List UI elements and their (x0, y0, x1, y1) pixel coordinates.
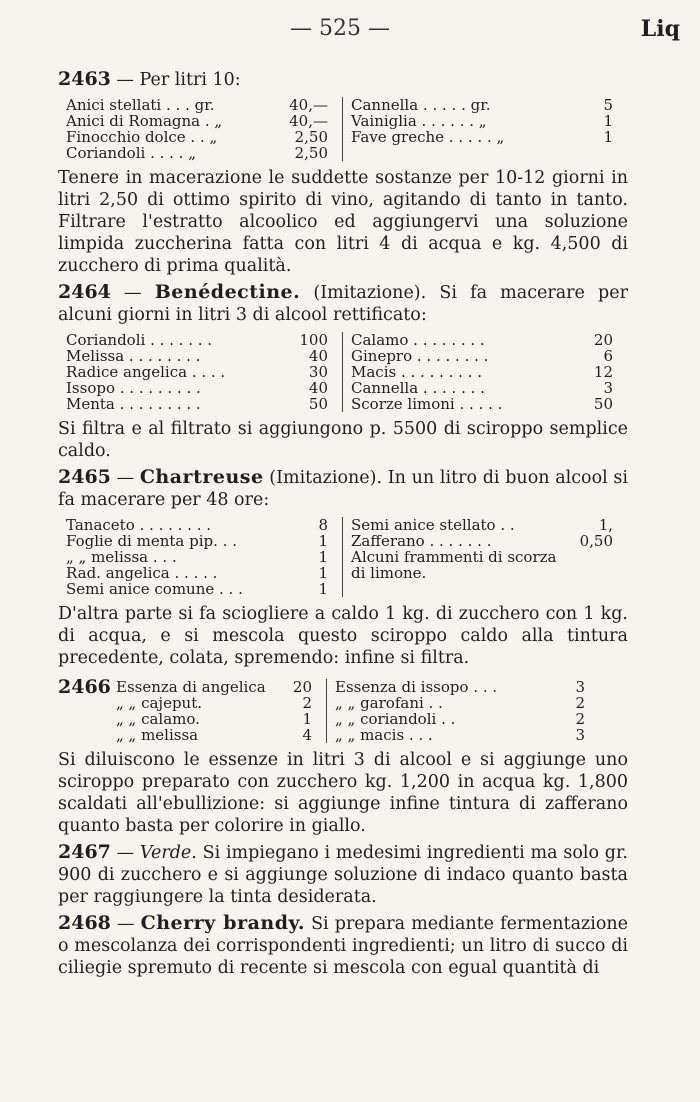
ingredient-quantity: 100 (299, 331, 328, 349)
ingredient-row (351, 517, 613, 533)
ingredient-quantity: 2 (575, 694, 585, 712)
ingredient-name: Alcuni frammenti di scorza (351, 549, 557, 565)
ingredient-row (351, 332, 613, 348)
ingredients-right-column (326, 679, 585, 743)
ingredient-name: Finocchio dolce . . „ (66, 129, 218, 145)
ingredient-name: Cannella . . . . . gr. (351, 97, 491, 113)
recipe-number: 2465 (58, 466, 111, 488)
ingredient-row (351, 97, 613, 113)
ingredients-left-column (66, 332, 328, 412)
recipe-2465-text: D'altra parte si fa sciogliere a caldo 1 kg. di zucchero con 1 kg. di acqua, e si mescola questo sciroppo caldo alla tintura precedente, colata, spremendo: infine si filtra. (58, 604, 628, 668)
ingredient-quantity: 20 (292, 678, 312, 696)
recipe-2467-text (58, 841, 628, 908)
recipe-body: Si prepara mediante fermentazione o mescolanza dei corrispondenti ingredienti; un litro di succo di ciliegie spremuto di recente si mescola con egual quantità di (58, 914, 628, 978)
ingredient-row (351, 348, 613, 364)
ingredient-name: Calamo . . . . . . . . (351, 332, 485, 348)
ingredient-quantity: 5 (603, 96, 613, 114)
recipe-title: — Verde. (110, 843, 197, 863)
ingredient-quantity: 40 (308, 379, 328, 397)
ingredient-quantity: 1 (603, 128, 613, 146)
recipe-title: Cherry brandy. (140, 912, 305, 934)
ingredient-name: Essenza di issopo . . . (335, 679, 498, 695)
ingredient-quantity: 50 (308, 395, 328, 413)
ingredient-name: Coriandoli . . . . „ (66, 145, 196, 161)
ingredient-quantity: 20 (593, 331, 613, 349)
ingredient-quantity: 8 (318, 516, 328, 534)
recipe-title: Benédectine. (154, 281, 301, 303)
ingredients-right-column (342, 97, 613, 161)
ingredient-quantity: 50 (593, 395, 613, 413)
ingredient-row (66, 517, 328, 533)
ingredient-row (335, 727, 585, 743)
recipe-2464-text: Si filtra e al filtrato si aggiungono p. 5500 di sciroppo semplice caldo. (58, 419, 628, 461)
ingredient-name: Menta . . . . . . . . . (66, 396, 201, 412)
ingredient-row (351, 364, 613, 380)
ingredient-quantity: 1 (318, 580, 328, 598)
ingredient-row (66, 145, 328, 161)
ingredient-row (351, 113, 613, 129)
ingredient-name: Semi anice stellato . . (351, 517, 515, 533)
ingredient-quantity (567, 565, 613, 581)
ingredient-name: Zafferano . . . . . . . (351, 533, 492, 549)
ingredient-name: Rad. angelica . . . . . (66, 565, 218, 581)
ingredient-quantity: 3 (603, 379, 613, 397)
ingredient-row (351, 380, 613, 396)
ingredient-quantity: 12 (593, 363, 613, 381)
recipe-title: Chartreuse (139, 466, 264, 488)
page-number: — 525 — (290, 16, 390, 41)
ingredient-quantity: 1 (318, 564, 328, 582)
ingredient-row (351, 129, 613, 145)
ingredient-row (66, 364, 328, 380)
recipe-2464-intro: 2464 — Benédectine. (Imitazione). Si fa macerare per alcuni giorni in litri 3 di alcool rettificato: (58, 281, 628, 325)
ingredient-name: Semi anice comune . . . (66, 581, 243, 597)
recipe-2465-intro: 2465 — Chartreuse (Imitazione). In un litro di buon alcool si fa macerare per 48 ore: (58, 466, 628, 510)
ingredient-quantity: 3 (575, 726, 585, 744)
recipe-number: 2464 (58, 281, 111, 303)
ingredient-row (335, 695, 585, 711)
ingredient-row (66, 332, 328, 348)
ingredient-quantity: 4 (302, 726, 312, 744)
ingredient-name: Coriandoli . . . . . . . (66, 332, 213, 348)
ingredient-quantity: 40,— (289, 112, 328, 130)
recipe-lead: — Per litri 10: (110, 70, 241, 90)
ingredient-row (351, 533, 613, 549)
ingredient-name: Tanaceto . . . . . . . . (66, 517, 212, 533)
ingredient-name: Essenza di angelica (116, 679, 266, 695)
ingredient-name: Fave greche . . . . . „ (351, 129, 505, 145)
ingredient-name: „ „ macis . . . (335, 727, 433, 743)
page-header (0, 16, 700, 46)
ingredient-row (116, 695, 312, 711)
ingredient-quantity: 6 (603, 347, 613, 365)
recipe-2463-heading (58, 68, 628, 91)
ingredients-table-2463 (66, 97, 628, 161)
ingredients-left-column (66, 517, 328, 597)
ingredient-row (335, 711, 585, 727)
ingredient-row (116, 711, 312, 727)
ingredient-quantity: 1 (302, 710, 312, 728)
ingredient-name: Issopo . . . . . . . . . (66, 380, 201, 396)
ingredient-name: Anici stellati . . . gr. (66, 97, 215, 113)
ingredient-quantity (567, 549, 613, 565)
recipe-body: Si impiegano i medesimi ingredienti ma solo gr. 900 di zucchero e si aggiunge soluzione di indaco quanto basta per raggiungere la tinta desiderata. (58, 843, 628, 907)
ingredients-left-column (66, 97, 328, 161)
ingredient-row (66, 129, 328, 145)
ingredient-name: Ginepro . . . . . . . . (351, 348, 489, 364)
ingredient-name: „ „ calamo. (116, 711, 200, 727)
recipe-intro-text: (Imitazione). In un litro di buon alcool si fa macerare per 48 ore: (58, 468, 628, 510)
ingredient-row (66, 581, 328, 597)
recipe-intro-text: (Imitazione). Si fa macerare per alcuni giorni in litri 3 di alcool rettificato: (58, 283, 628, 325)
ingredient-name: „ „ cajeput. (116, 695, 203, 711)
ingredient-quantity: 40 (308, 347, 328, 365)
recipe-number: 2468 (58, 912, 111, 934)
ingredient-quantity: 1 (603, 112, 613, 130)
ingredients-right-column (342, 332, 613, 412)
ingredient-name: Macis . . . . . . . . . (351, 364, 483, 380)
ingredients-left-column (116, 679, 312, 743)
ingredient-quantity: 1 (318, 548, 328, 566)
ingredient-name: Radice angelica . . . . (66, 364, 226, 380)
page-body (58, 68, 628, 979)
ingredient-row (351, 565, 613, 581)
ingredient-quantity: 2,50 (294, 128, 328, 146)
recipe-number: 2467 (58, 841, 111, 863)
ingredient-quantity: 1 (318, 532, 328, 550)
ingredient-name: „ „ melissa . . . (66, 549, 177, 565)
running-head: Liq (640, 16, 680, 42)
ingredient-row (335, 679, 585, 695)
ingredients-table-2465 (66, 517, 628, 597)
ingredient-name: Anici di Romagna . „ (66, 113, 223, 129)
ingredients-table-2464 (66, 332, 628, 412)
recipe-2468-text: 2468 — Cherry brandy. Si prepara mediante fermentazione o mescolanza dei corrispondenti ingredienti; un litro di succo di ciliegie spremuto di recente si mescola con egual quantità di (58, 912, 628, 978)
ingredient-row (66, 97, 328, 113)
ingredient-quantity: 30 (308, 363, 328, 381)
ingredient-quantity: 2 (575, 710, 585, 728)
ingredient-name: Foglie di menta pip. . . (66, 533, 237, 549)
ingredient-name: „ „ melissa (116, 727, 199, 743)
ingredients-table-2466 (58, 676, 628, 744)
ingredient-quantity: 40,— (289, 96, 328, 114)
ingredient-row (66, 348, 328, 364)
ingredient-name: di limone. (351, 565, 427, 581)
ingredient-row (351, 549, 613, 565)
ingredient-row (116, 727, 312, 743)
ingredient-name: „ „ garofani . . (335, 695, 443, 711)
ingredient-name: Melissa . . . . . . . . (66, 348, 201, 364)
ingredient-row (66, 565, 328, 581)
ingredient-quantity: 3 (575, 678, 585, 696)
recipe-number-cell (58, 676, 116, 743)
recipe-number: 2463 (58, 68, 111, 90)
ingredient-row (116, 679, 312, 695)
ingredient-row (351, 396, 613, 412)
ingredient-quantity: 0,50 (579, 532, 613, 550)
ingredient-row (66, 380, 328, 396)
ingredient-name: Cannella . . . . . . . (351, 380, 485, 396)
ingredient-name: „ „ coriandoli . . (335, 711, 456, 727)
ingredient-quantity: 2 (302, 694, 312, 712)
ingredient-row (66, 396, 328, 412)
recipe-2463-text: Tenere in macerazione le suddette sostanze per 10-12 giorni in litri 2,50 di ottimo spirito di vino, agitando di tanto in tanto. Filtrare l'estratto alcoolico ed aggiungervi una soluzione limpida zuccherina fatta con litri 4 di acqua e kg. 4,500 di zucchero di prima qualità. (58, 168, 628, 276)
ingredients-right-column (342, 517, 613, 597)
ingredient-name: Vainiglia . . . . . . „ (351, 113, 487, 129)
ingredient-quantity: 2,50 (294, 144, 328, 162)
ingredient-row (66, 549, 328, 565)
ingredient-quantity: 1, (598, 516, 613, 534)
recipe-2466-text: Si diluiscono le essenze in litri 3 di alcool e si aggiunge uno sciroppo preparato con zucchero kg. 1,200 in acqua kg. 1,800 scaldati all'ebullizione: si aggiunge infine tintura di zafferano quanto basta per colorire in giallo. (58, 750, 628, 836)
ingredient-name: Scorze limoni . . . . . (351, 396, 503, 412)
ingredient-row (66, 533, 328, 549)
ingredient-row (66, 113, 328, 129)
recipe-number: 2466 (58, 676, 111, 698)
